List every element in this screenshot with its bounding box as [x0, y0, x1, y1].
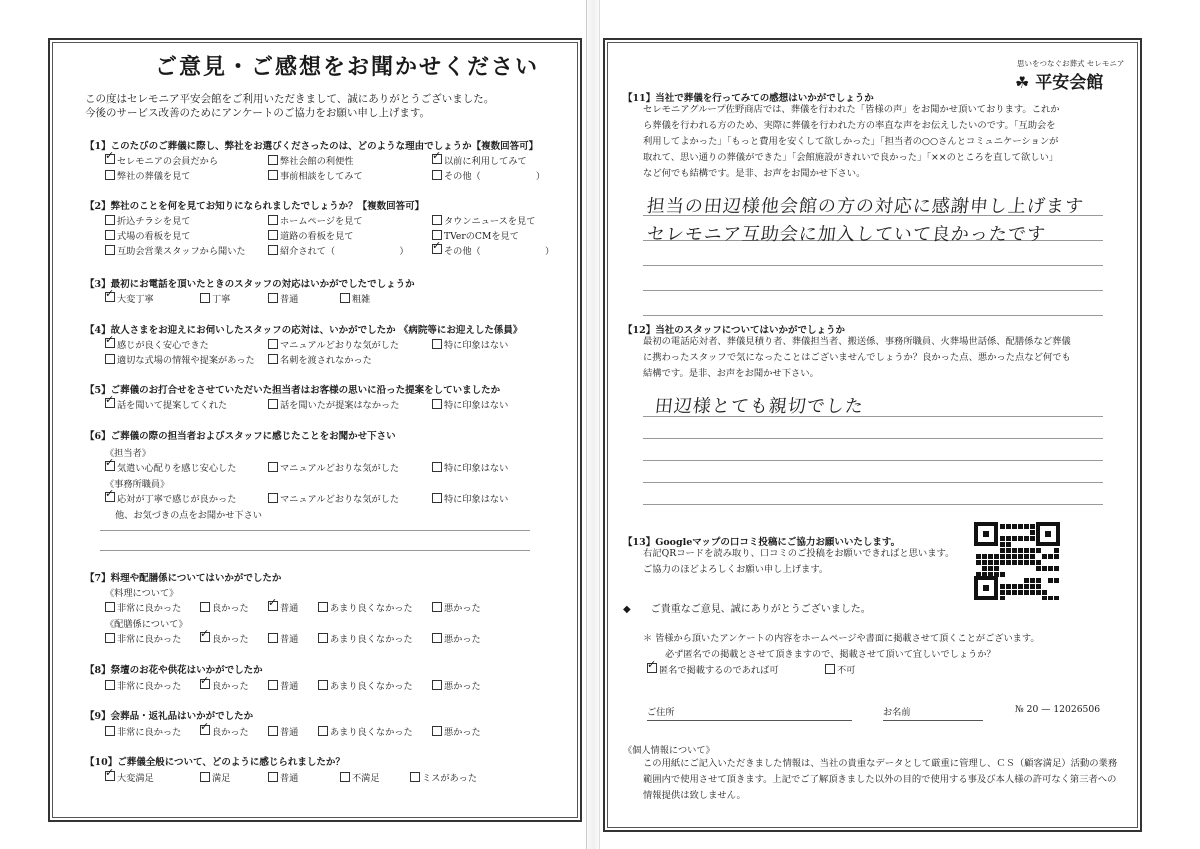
q5-label: 【5】ご葬儀のお打合せをさせていただいた担当者はお客様の思いに沿った提案をしていましたか: [85, 385, 501, 396]
checkbox[interactable]: [432, 339, 442, 349]
q7-server-option[interactable]: 悪かった: [432, 631, 481, 645]
checkbox[interactable]: [410, 772, 420, 782]
q7-label: 【7】料理や配膳係についてはいかがでしたか: [85, 573, 282, 584]
q7-food-option[interactable]: 悪かった: [432, 600, 481, 614]
q10-option[interactable]: ミスがあった: [410, 770, 477, 784]
diamond-icon: ◆: [623, 604, 631, 615]
privacy-text: この用紙にご記入いただきました情報は、当社の貴重なデータとして厳重に管理し、ＣＳ（顧客満足）活動の業務範囲内で使用させて頂きます。上記でご了解頂きました以外の目的で使用する事及び本人様の許可なく第三者への情報提供は致しません。: [643, 758, 1118, 801]
q10-option[interactable]: ✓大変満足: [105, 770, 154, 784]
q7-server-option[interactable]: あまり良くなかった: [318, 631, 413, 645]
checkbox[interactable]: [200, 602, 210, 612]
q2-option[interactable]: 道路の看板を見て: [268, 228, 354, 242]
q6-staff-option[interactable]: マニュアルどおりな気がした: [268, 460, 399, 474]
checkbox[interactable]: [432, 633, 442, 643]
q8-label: 【8】祭壇のお花や供花はいかがでしたか: [85, 665, 263, 676]
checkbox[interactable]: [268, 772, 278, 782]
checkbox[interactable]: [268, 170, 278, 180]
q7-food-option[interactable]: ✓ 普通: [268, 600, 298, 614]
q11-handwritten-line-2: セレモニア互助会に加入していて良かったです: [645, 224, 1047, 245]
q1-option[interactable]: ✓ 以前に利用してみて: [432, 153, 527, 167]
publish-question: 必ず匿名での掲載とさせて頂きますので、掲載させて頂いて宜しいでしょうか？: [665, 649, 996, 660]
q4-option[interactable]: 特に印象はない: [432, 337, 508, 351]
q8-option[interactable]: 非常に良かった: [105, 678, 181, 692]
answer-line: [100, 550, 530, 551]
logo-name: ☘ 平安会館: [1015, 73, 1104, 93]
q4-option[interactable]: 適切な式場の情報や提案があった: [105, 352, 255, 366]
q6-other-comments: 他、お気づきの点をお聞かせ下さい: [115, 510, 262, 521]
checkbox[interactable]: [200, 725, 210, 735]
q9-option[interactable]: 悪かった: [432, 724, 481, 738]
publish-yes-option[interactable]: ✓匿名で掲載するのであれば可: [647, 662, 778, 676]
checkbox[interactable]: [268, 399, 278, 409]
q5-option[interactable]: ✓話を聞いて提案してくれた: [105, 397, 227, 411]
q7-food-option[interactable]: 良かった: [200, 600, 249, 614]
q2-label: 【2】弊社のことを何を見てお知りになられましたでしょうか？【複数回答可】: [85, 201, 425, 212]
checkbox[interactable]: [432, 602, 442, 612]
q12-handwritten-line-1: 田辺様とても親切でした: [653, 396, 865, 417]
checkbox[interactable]: [268, 293, 278, 303]
q2-option[interactable]: ホームページを見て: [268, 213, 363, 227]
q2-option[interactable]: ✓ その他（ ）: [432, 243, 554, 257]
q7-food-option[interactable]: 非常に良かった: [105, 600, 181, 614]
serial-number: № 20 — 12026506: [1015, 704, 1101, 715]
q1-option[interactable]: 弊社会館の利便性: [268, 153, 354, 167]
checkbox[interactable]: [105, 398, 115, 408]
checkbox[interactable]: [432, 493, 442, 503]
q7-food-option[interactable]: あまり良くなかった: [318, 600, 413, 614]
q3-option[interactable]: ✓大変丁寧: [105, 291, 154, 305]
q6-sub-office: 《事務所職員》: [105, 479, 170, 490]
q2-option[interactable]: 折込チラシを見て: [105, 213, 191, 227]
checkbox[interactable]: [105, 154, 115, 164]
q7-server-option[interactable]: ✓ 良かった: [200, 631, 249, 645]
checkbox[interactable]: [432, 170, 442, 180]
q5-option[interactable]: 話を聞いたが提案はなかった: [268, 397, 399, 411]
q2-option[interactable]: TVerのCMを見て: [432, 228, 519, 242]
checkbox[interactable]: [340, 293, 350, 303]
q9-option[interactable]: あまり良くなかった: [318, 724, 413, 738]
q7-server-option[interactable]: 非常に良かった: [105, 631, 181, 645]
q11-label: 【11】当社で葬儀を行ってみての感想はいかがでしょうか: [623, 93, 874, 104]
q10-label: 【10】ご葬儀全般について、どのように感じられましたか？: [85, 757, 345, 768]
checkbox[interactable]: [105, 338, 115, 348]
q3-option[interactable]: 丁寧: [200, 291, 230, 305]
checkbox[interactable]: [432, 680, 442, 690]
checkbox[interactable]: [268, 230, 278, 240]
logo-icon: ☘: [1015, 73, 1030, 92]
q7-sub-server: 《配膳係について》: [105, 619, 188, 630]
checkbox[interactable]: [268, 245, 278, 255]
page-spine: [586, 0, 600, 849]
checkbox[interactable]: [200, 632, 210, 642]
checkbox[interactable]: [105, 771, 115, 781]
left-page: [48, 38, 582, 822]
intro-line-2: 今後のサービス改善のためにアンケートのご協力をお願い申し上げます。: [85, 107, 431, 119]
checkbox[interactable]: [105, 354, 115, 364]
q3-option[interactable]: 粗雑: [340, 291, 370, 305]
q1-option[interactable]: ✓セレモニアの会員だから: [105, 153, 218, 167]
checkbox[interactable]: [318, 633, 328, 643]
checkbox[interactable]: [105, 726, 115, 736]
q10-option[interactable]: 不満足: [340, 770, 380, 784]
checkbox[interactable]: [318, 680, 328, 690]
q10-option[interactable]: 普通: [268, 770, 298, 784]
q7-server-option[interactable]: 普通: [268, 631, 298, 645]
checkbox[interactable]: [105, 292, 115, 302]
q5-option[interactable]: 特に印象はない: [432, 397, 508, 411]
checkbox[interactable]: [200, 772, 210, 782]
checkbox[interactable]: [105, 633, 115, 643]
checkbox[interactable]: [268, 633, 278, 643]
q1-option[interactable]: その他（ ）: [432, 168, 545, 182]
q4-option[interactable]: 名刺を渡されなかった: [268, 352, 372, 366]
q11-description: セレモニアグループ佐野商店では、葬儀を行われた「皆様の声」をお聞かせ頂いております。これから葬儀を行われる方のため、実際に葬儀を行われた方の率直な声をお伝えしたいのです。「互助会を利用してよかった」「もっと費用を安くして欲しかった」「担当者の○○さんとコミュニケーションが取れて、思い通りの葬儀ができた」「会館施設がきれいで良かった」「××のところを直して欲しい」など何でも結構です。是非、お声をお聞かせ下さい。: [643, 104, 1060, 179]
checkbox[interactable]: [340, 772, 350, 782]
checkbox[interactable]: [268, 493, 278, 503]
checkbox[interactable]: [105, 492, 115, 502]
intro-line-1: この度はセレモニア平安会館をご利用いただきまして、誠にありがとうございました。: [85, 93, 495, 105]
q6-staff-option[interactable]: ✓気遣い心配りを感じ安心した: [105, 460, 236, 474]
checkbox[interactable]: [200, 293, 210, 303]
checkbox[interactable]: [268, 155, 278, 165]
q1-label: 【1】このたびのご葬儀に際し、弊社をお選びくださったのは、どのような理由でしょうか【複数回答可】: [85, 141, 539, 152]
checkbox[interactable]: [105, 461, 115, 471]
publish-no-option[interactable]: 不可: [825, 662, 855, 676]
checkbox[interactable]: [432, 462, 442, 472]
q4-label: 【4】故人さまをお迎えにお伺いしたスタッフの応対は、いかがでしたか 《病院等にお迎えした係員》: [85, 325, 523, 336]
checkbox[interactable]: [105, 170, 115, 180]
address-label: ご住所: [647, 707, 675, 718]
checkbox[interactable]: [432, 399, 442, 409]
checkbox[interactable]: [432, 215, 442, 225]
qr-code[interactable]: [974, 522, 1060, 600]
q3-option[interactable]: 普通: [268, 291, 298, 305]
q12-description: 最初の電話応対者、葬儀見積り者、葬儀担当者、搬送係、事務所職員、火葬場世話係、配膳係など葬儀に携わったスタッフで気になったことはございませんでしょうか？良かった点、悪かった点など何でも結構です。是非、お声をお聞かせ下さい。: [643, 336, 1071, 379]
checkbox[interactable]: [105, 245, 115, 255]
q6-label: 【6】ご葬儀の際の担当者およびスタッフに感じたことをお聞かせ下さい: [85, 431, 396, 442]
q3-label: 【3】最初にお電話を頂いたときのスタッフの対応はいかがでしたでしょうか: [85, 279, 415, 290]
checkbox[interactable]: [268, 601, 278, 611]
q6-sub-staff: 《担当者》: [105, 448, 151, 459]
checkbox[interactable]: [268, 215, 278, 225]
checkbox[interactable]: [268, 339, 278, 349]
q9-option[interactable]: ✓ 良かった: [200, 724, 249, 738]
publish-note: ＊ 皆様から頂いたアンケートの内容をホームページや書面に掲載させて頂くことがございます。: [643, 633, 1040, 644]
q7-sub-food: 《料理について》: [105, 588, 179, 599]
q4-option[interactable]: マニュアルどおりな気がした: [268, 337, 399, 351]
checkbox[interactable]: [432, 244, 442, 254]
q8-option[interactable]: 普通: [268, 678, 298, 692]
checkbox[interactable]: [318, 602, 328, 612]
checkbox[interactable]: [200, 679, 210, 689]
page-title: ご意見・ご感想をお聞かせください: [155, 54, 540, 80]
q9-label: 【9】会葬品・返礼品はいかがでしたか: [85, 711, 254, 722]
name-label: お名前: [883, 707, 911, 718]
q2-option[interactable]: 紹介されて（ ）: [268, 243, 409, 257]
checkbox[interactable]: [268, 680, 278, 690]
q6-office-option[interactable]: 特に印象はない: [432, 491, 508, 505]
q13-label: 【13】Googleマップの口コミ投稿にご協力お願いいたします。: [623, 537, 901, 548]
right-page: [603, 38, 1142, 832]
q2-option[interactable]: 式場の看板を見て: [105, 228, 191, 242]
q8-option[interactable]: ✓ 良かった: [200, 678, 249, 692]
q8-option[interactable]: あまり良くなかった: [318, 678, 413, 692]
checkbox[interactable]: [432, 726, 442, 736]
q6-office-option[interactable]: マニュアルどおりな気がした: [268, 491, 399, 505]
checkbox[interactable]: [105, 680, 115, 690]
q10-option[interactable]: 満足: [200, 770, 230, 784]
q2-option[interactable]: タウンニュースを見て: [432, 213, 535, 227]
checkbox[interactable]: [268, 726, 278, 736]
q6-office-option[interactable]: ✓応対が丁寧で感じが良かった: [105, 491, 236, 505]
q8-option[interactable]: 悪かった: [432, 678, 481, 692]
checkbox[interactable]: [268, 354, 278, 364]
checkbox[interactable]: [318, 726, 328, 736]
q1-option[interactable]: 弊社の葬儀を見て: [105, 168, 191, 182]
q13-description: 右記QRコードを読み取り、口コミのご投稿をお願いできればと思います。ご協力のほどよろしくお願い申し上げます。: [643, 548, 955, 575]
logo-tagline: 思いをつなぐお葬式 セレモニア: [1017, 59, 1125, 68]
q2-option[interactable]: 互助会営業スタッフから聞いた: [105, 243, 246, 257]
checkbox[interactable]: [105, 602, 115, 612]
q9-option[interactable]: 普通: [268, 724, 298, 738]
q11-handwritten-line-1: 担当の田辺様他会館の方の対応に感謝申し上げます: [645, 196, 1085, 217]
thanks-line: ◆ ご貴重なご意見、誠にありがとうございました。: [623, 604, 871, 615]
q4-option[interactable]: ✓感じが良く安心できた: [105, 337, 209, 351]
checkbox[interactable]: [432, 154, 442, 164]
checkbox[interactable]: [105, 230, 115, 240]
q6-staff-option[interactable]: 特に印象はない: [432, 460, 508, 474]
privacy-title: 《個人情報について》: [623, 745, 715, 756]
q1-option[interactable]: 事前相談をしてみて: [268, 168, 363, 182]
checkbox[interactable]: [268, 462, 278, 472]
q9-option[interactable]: 非常に良かった: [105, 724, 181, 738]
checkbox[interactable]: [105, 215, 115, 225]
q12-label: 【12】当社のスタッフについてはいかがでしょうか: [623, 325, 846, 336]
answer-line: [100, 530, 530, 531]
